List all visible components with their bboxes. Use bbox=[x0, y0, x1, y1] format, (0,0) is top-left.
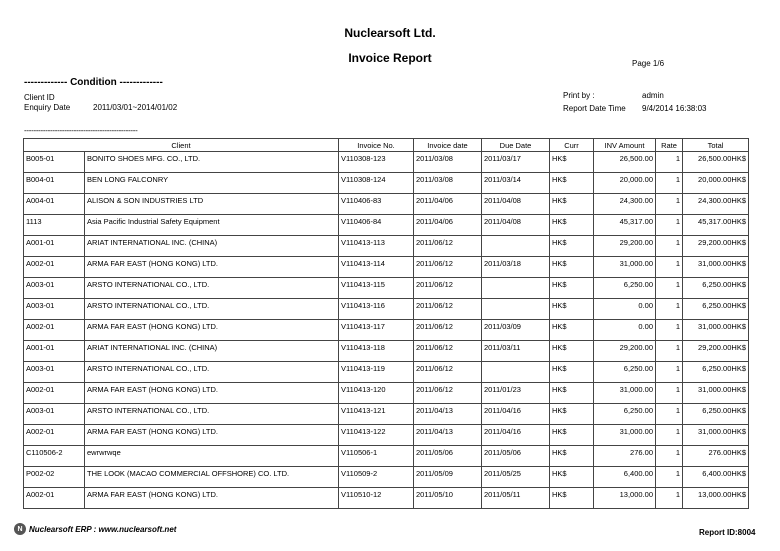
cell-client-name: THE LOOK (MACAO COMMERCIAL OFFSHORE) CO. LTD. bbox=[85, 467, 339, 488]
cell-client-name: Asia Pacific Industrial Safety Equipment bbox=[85, 215, 339, 236]
cell-curr: HK$ bbox=[550, 194, 594, 215]
table-row bbox=[24, 320, 749, 341]
cell-invoice-date: 2011/06/12 bbox=[414, 278, 482, 299]
cell-client-name: ALISON & SON INDUSTRIES LTD bbox=[85, 194, 339, 215]
cell-rate: 1 bbox=[656, 152, 683, 173]
col-header-inv-amount: INV Amount bbox=[594, 139, 656, 152]
cell-client-name: BEN LONG FALCONRY bbox=[85, 173, 339, 194]
report-id: Report ID:8004 bbox=[699, 528, 756, 537]
cell-client-code: A003-01 bbox=[24, 278, 85, 299]
cell-due-date bbox=[482, 362, 550, 383]
footer-brand-text: Nuclearsoft ERP : www.nuclearsoft.net bbox=[29, 524, 177, 534]
page-label: Page bbox=[632, 59, 651, 68]
client-id-label: Client ID bbox=[24, 93, 55, 102]
cell-curr: HK$ bbox=[550, 236, 594, 257]
cell-client-name: ARMA FAR EAST (HONG KONG) LTD. bbox=[85, 488, 339, 509]
cell-client-code: 1113 bbox=[24, 215, 85, 236]
table-row bbox=[24, 488, 749, 509]
cell-rate: 1 bbox=[656, 299, 683, 320]
cell-due-date: 2011/05/11 bbox=[482, 488, 550, 509]
cell-invoice-date: 2011/05/06 bbox=[414, 446, 482, 467]
cell-invoice-no: V110406-84 bbox=[339, 215, 414, 236]
cell-rate: 1 bbox=[656, 173, 683, 194]
cell-total: 6,250.00HK$ bbox=[683, 404, 749, 425]
cell-inv-amount: 276.00 bbox=[594, 446, 656, 467]
cell-inv-amount: 6,250.00 bbox=[594, 404, 656, 425]
cell-curr: HK$ bbox=[550, 152, 594, 173]
cell-client-name: ARSTO INTERNATIONAL CO., LTD. bbox=[85, 299, 339, 320]
cell-client-code: A002-01 bbox=[24, 488, 85, 509]
cell-total: 45,317.00HK$ bbox=[683, 215, 749, 236]
cell-curr: HK$ bbox=[550, 425, 594, 446]
cell-total: 6,250.00HK$ bbox=[683, 362, 749, 383]
report-datetime-label: Report Date Time bbox=[563, 104, 626, 113]
cell-rate: 1 bbox=[656, 341, 683, 362]
cell-invoice-date: 2011/04/13 bbox=[414, 425, 482, 446]
cell-client-code: B005-01 bbox=[24, 152, 85, 173]
cell-client-name: ARIAT INTERNATIONAL INC. (CHINA) bbox=[85, 236, 339, 257]
cell-curr: HK$ bbox=[550, 362, 594, 383]
cell-invoice-date: 2011/03/08 bbox=[414, 173, 482, 194]
cell-client-name: ARMA FAR EAST (HONG KONG) LTD. bbox=[85, 383, 339, 404]
cell-client-code: A002-01 bbox=[24, 257, 85, 278]
cell-invoice-date: 2011/06/12 bbox=[414, 362, 482, 383]
col-header-invoice-date: Invoice date bbox=[414, 139, 482, 152]
condition-heading: ------------- Condition ------------- bbox=[24, 77, 163, 88]
cell-rate: 1 bbox=[656, 236, 683, 257]
cell-invoice-no: V110413-120 bbox=[339, 383, 414, 404]
cell-invoice-date: 2011/03/08 bbox=[414, 152, 482, 173]
cell-rate: 1 bbox=[656, 362, 683, 383]
cell-due-date bbox=[482, 299, 550, 320]
cell-rate: 1 bbox=[656, 257, 683, 278]
page-value: 1/6 bbox=[652, 59, 665, 68]
invoice-table bbox=[23, 138, 749, 509]
cell-total: 13,000.00HK$ bbox=[683, 488, 749, 509]
col-header-client: Client bbox=[24, 139, 339, 152]
cell-rate: 1 bbox=[656, 194, 683, 215]
cell-curr: HK$ bbox=[550, 299, 594, 320]
cell-curr: HK$ bbox=[550, 446, 594, 467]
col-header-rate: Rate bbox=[656, 139, 683, 152]
cell-curr: HK$ bbox=[550, 215, 594, 236]
cell-due-date: 2011/01/23 bbox=[482, 383, 550, 404]
cell-invoice-no: V110413-121 bbox=[339, 404, 414, 425]
cell-curr: HK$ bbox=[550, 488, 594, 509]
cell-inv-amount: 31,000.00 bbox=[594, 383, 656, 404]
table-row bbox=[24, 362, 749, 383]
cell-inv-amount: 0.00 bbox=[594, 299, 656, 320]
cell-client-name: ARIAT INTERNATIONAL INC. (CHINA) bbox=[85, 341, 339, 362]
cell-invoice-no: V110413-115 bbox=[339, 278, 414, 299]
cell-inv-amount: 6,250.00 bbox=[594, 278, 656, 299]
cell-invoice-date: 2011/05/09 bbox=[414, 467, 482, 488]
separator-line: ------------------------------------------------ bbox=[24, 126, 138, 135]
cell-total: 26,500.00HK$ bbox=[683, 152, 749, 173]
table-row bbox=[24, 194, 749, 215]
cell-curr: HK$ bbox=[550, 404, 594, 425]
cell-inv-amount: 20,000.00 bbox=[594, 173, 656, 194]
cell-client-name: ARMA FAR EAST (HONG KONG) LTD. bbox=[85, 425, 339, 446]
cell-inv-amount: 24,300.00 bbox=[594, 194, 656, 215]
cell-total: 31,000.00HK$ bbox=[683, 383, 749, 404]
cell-due-date: 2011/04/08 bbox=[482, 215, 550, 236]
table-row bbox=[24, 236, 749, 257]
cell-invoice-date: 2011/04/06 bbox=[414, 215, 482, 236]
cell-rate: 1 bbox=[656, 467, 683, 488]
cell-invoice-date: 2011/06/12 bbox=[414, 257, 482, 278]
table-row bbox=[24, 152, 749, 173]
cell-total: 24,300.00HK$ bbox=[683, 194, 749, 215]
cell-client-code: A003-01 bbox=[24, 362, 85, 383]
cell-total: 31,000.00HK$ bbox=[683, 320, 749, 341]
cell-rate: 1 bbox=[656, 404, 683, 425]
cell-invoice-no: V110506-1 bbox=[339, 446, 414, 467]
cell-curr: HK$ bbox=[550, 173, 594, 194]
print-by-label: Print by : bbox=[563, 91, 595, 100]
cell-invoice-no: V110413-119 bbox=[339, 362, 414, 383]
cell-rate: 1 bbox=[656, 383, 683, 404]
cell-due-date: 2011/03/14 bbox=[482, 173, 550, 194]
cell-rate: 1 bbox=[656, 425, 683, 446]
cell-inv-amount: 31,000.00 bbox=[594, 257, 656, 278]
report-title: Invoice Report bbox=[348, 51, 432, 65]
col-header-invoice-no: Invoice No. bbox=[339, 139, 414, 152]
table-row bbox=[24, 467, 749, 488]
table-row bbox=[24, 257, 749, 278]
cell-client-name: ewrwrwqe bbox=[85, 446, 339, 467]
cell-client-name: ARMA FAR EAST (HONG KONG) LTD. bbox=[85, 257, 339, 278]
table-row bbox=[24, 215, 749, 236]
cell-due-date: 2011/03/17 bbox=[482, 152, 550, 173]
cell-total: 31,000.00HK$ bbox=[683, 425, 749, 446]
print-by-value: admin bbox=[642, 91, 664, 100]
cell-client-name: ARSTO INTERNATIONAL CO., LTD. bbox=[85, 278, 339, 299]
cell-client-code: A001-01 bbox=[24, 341, 85, 362]
cell-invoice-no: V110413-116 bbox=[339, 299, 414, 320]
cell-curr: HK$ bbox=[550, 278, 594, 299]
cell-due-date: 2011/05/06 bbox=[482, 446, 550, 467]
cell-due-date: 2011/03/11 bbox=[482, 341, 550, 362]
table-row bbox=[24, 278, 749, 299]
table-row bbox=[24, 383, 749, 404]
cell-client-name: ARMA FAR EAST (HONG KONG) LTD. bbox=[85, 320, 339, 341]
cell-client-name: ARSTO INTERNATIONAL CO., LTD. bbox=[85, 404, 339, 425]
cell-client-name: ARSTO INTERNATIONAL CO., LTD. bbox=[85, 362, 339, 383]
cell-total: 20,000.00HK$ bbox=[683, 173, 749, 194]
cell-due-date bbox=[482, 278, 550, 299]
cell-invoice-no: V110413-113 bbox=[339, 236, 414, 257]
table-row bbox=[24, 173, 749, 194]
cell-due-date: 2011/04/16 bbox=[482, 404, 550, 425]
cell-rate: 1 bbox=[656, 278, 683, 299]
table-header-row bbox=[24, 139, 749, 152]
cell-client-code: A002-01 bbox=[24, 425, 85, 446]
cell-total: 6,250.00HK$ bbox=[683, 299, 749, 320]
cell-rate: 1 bbox=[656, 446, 683, 467]
cell-invoice-date: 2011/06/12 bbox=[414, 383, 482, 404]
cell-due-date: 2011/05/25 bbox=[482, 467, 550, 488]
cell-total: 31,000.00HK$ bbox=[683, 257, 749, 278]
cell-client-code: A003-01 bbox=[24, 404, 85, 425]
cell-inv-amount: 31,000.00 bbox=[594, 425, 656, 446]
cell-rate: 1 bbox=[656, 488, 683, 509]
footer-brand bbox=[14, 523, 176, 535]
nuclearsoft-logo-icon: N bbox=[14, 523, 26, 535]
col-header-due-date: Due Date bbox=[482, 139, 550, 152]
cell-client-code: A002-01 bbox=[24, 320, 85, 341]
cell-total: 29,200.00HK$ bbox=[683, 236, 749, 257]
cell-invoice-date: 2011/04/06 bbox=[414, 194, 482, 215]
enquiry-date-value: 2011/03/01~2014/01/02 bbox=[93, 103, 178, 112]
cell-invoice-date: 2011/06/12 bbox=[414, 299, 482, 320]
cell-inv-amount: 6,400.00 bbox=[594, 467, 656, 488]
cell-curr: HK$ bbox=[550, 341, 594, 362]
cell-invoice-date: 2011/04/13 bbox=[414, 404, 482, 425]
cell-curr: HK$ bbox=[550, 467, 594, 488]
cell-inv-amount: 13,000.00 bbox=[594, 488, 656, 509]
cell-invoice-no: V110413-117 bbox=[339, 320, 414, 341]
cell-due-date: 2011/04/16 bbox=[482, 425, 550, 446]
cell-inv-amount: 45,317.00 bbox=[594, 215, 656, 236]
company-name: Nuclearsoft Ltd. bbox=[344, 26, 436, 40]
enquiry-date-label: Enquiry Date bbox=[24, 103, 71, 112]
table-row bbox=[24, 446, 749, 467]
table-row bbox=[24, 404, 749, 425]
cell-inv-amount: 29,200.00 bbox=[594, 236, 656, 257]
col-header-curr: Curr bbox=[550, 139, 594, 152]
cell-total: 6,250.00HK$ bbox=[683, 278, 749, 299]
cell-invoice-no: V110413-122 bbox=[339, 425, 414, 446]
cell-total: 276.00HK$ bbox=[683, 446, 749, 467]
cell-invoice-no: V110509-2 bbox=[339, 467, 414, 488]
cell-invoice-no: V110413-114 bbox=[339, 257, 414, 278]
cell-curr: HK$ bbox=[550, 320, 594, 341]
table-row bbox=[24, 299, 749, 320]
cell-client-code: C110506-2 bbox=[24, 446, 85, 467]
cell-due-date: 2011/04/08 bbox=[482, 194, 550, 215]
cell-curr: HK$ bbox=[550, 257, 594, 278]
table-row bbox=[24, 341, 749, 362]
cell-client-code: B004-01 bbox=[24, 173, 85, 194]
cell-invoice-date: 2011/06/12 bbox=[414, 320, 482, 341]
cell-invoice-date: 2011/06/12 bbox=[414, 341, 482, 362]
cell-client-name: BONITO SHOES MFG. CO., LTD. bbox=[85, 152, 339, 173]
cell-inv-amount: 0.00 bbox=[594, 320, 656, 341]
cell-inv-amount: 6,250.00 bbox=[594, 362, 656, 383]
cell-client-code: A004-01 bbox=[24, 194, 85, 215]
cell-invoice-no: V110413-118 bbox=[339, 341, 414, 362]
col-header-total: Total bbox=[683, 139, 749, 152]
cell-inv-amount: 26,500.00 bbox=[594, 152, 656, 173]
cell-invoice-no: V110406-83 bbox=[339, 194, 414, 215]
cell-client-code: A002-01 bbox=[24, 383, 85, 404]
cell-client-code: A003-01 bbox=[24, 299, 85, 320]
cell-client-code: A001-01 bbox=[24, 236, 85, 257]
cell-total: 6,400.00HK$ bbox=[683, 467, 749, 488]
cell-rate: 1 bbox=[656, 320, 683, 341]
cell-curr: HK$ bbox=[550, 383, 594, 404]
cell-invoice-no: V110308-124 bbox=[339, 173, 414, 194]
cell-invoice-no: V110308-123 bbox=[339, 152, 414, 173]
cell-client-code: P002-02 bbox=[24, 467, 85, 488]
page-indicator bbox=[632, 59, 664, 68]
cell-total: 29,200.00HK$ bbox=[683, 341, 749, 362]
cell-inv-amount: 29,200.00 bbox=[594, 341, 656, 362]
report-datetime-value: 9/4/2014 16:38:03 bbox=[642, 104, 707, 113]
cell-due-date: 2011/03/09 bbox=[482, 320, 550, 341]
cell-invoice-no: V110510-12 bbox=[339, 488, 414, 509]
cell-rate: 1 bbox=[656, 215, 683, 236]
cell-due-date bbox=[482, 236, 550, 257]
cell-invoice-date: 2011/06/12 bbox=[414, 236, 482, 257]
cell-invoice-date: 2011/05/10 bbox=[414, 488, 482, 509]
table-row bbox=[24, 425, 749, 446]
cell-due-date: 2011/03/18 bbox=[482, 257, 550, 278]
